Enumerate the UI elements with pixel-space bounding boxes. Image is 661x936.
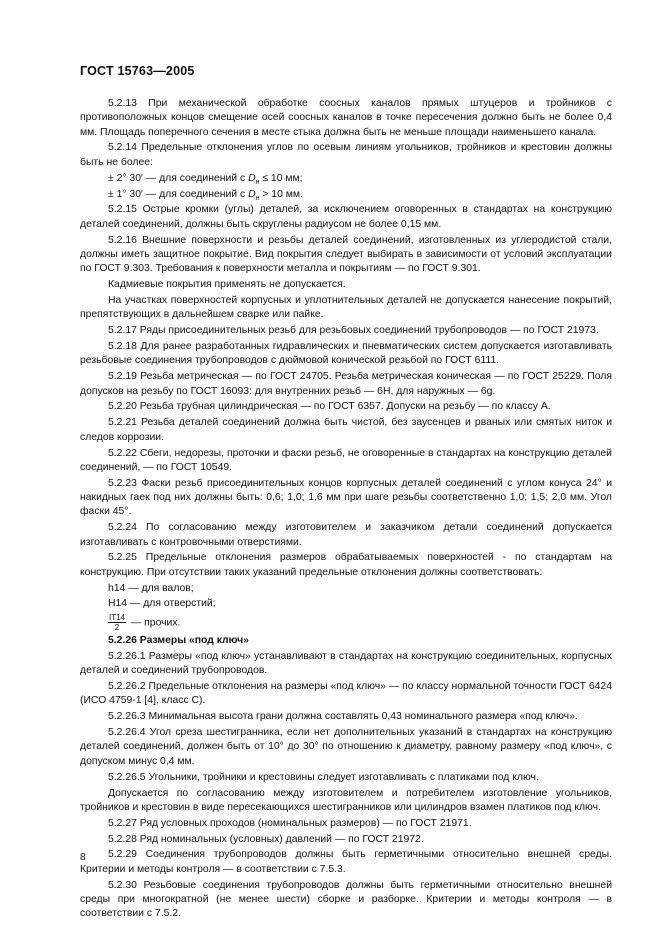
paragraph-5-2-15: 5.2.15 Острые кромки (углы) деталей, за исключением оговоренных в стандартах на конструкцию деталей соединений, должны быть скруглены радиусом не более 0,15 мм.	[80, 204, 612, 230]
page-number: 8	[80, 851, 86, 863]
paragraph-5-2-16: 5.2.16 Внешние поверхности и резьбы деталей соединений, изготовленных из углеродистой стали, должны иметь защитное покрытие. Вид покрытия следует выбирать в зависимости от условий эксплуатации по ГОСТ 9.303. Требования к поверхности металла и покрытиям — по ГОСТ 9.301.	[80, 234, 612, 275]
paragraph-5-2-27: 5.2.27 Ряд условных проходов (номинальных размеров) — по ГОСТ 21971.	[108, 817, 472, 829]
tolerance-item-shafts: h14 — для валов;	[108, 582, 194, 594]
paragraph-5-2-25: 5.2.25 Предельные отклонения размеров обрабатываемых поверхностей - по стандартам на конструкцию. При отсутствии таких указаний предельные отклонения должны соответствовать:	[80, 552, 612, 578]
paragraph-5-2-26-4: 5.2.26.4 Угол среза шестигранника, если нет дополнительных указаний в стандартах на конструкцию деталей соединений, должен быть от 10° до 30° по отношению к диаметру, равному размеру «под ключ», с допуском минус 0,4 мм.	[80, 727, 612, 767]
paragraph-5-2-26-5: 5.2.26.5 Угольники, тройники и крестовины следует изготавливать с платиками под ключ.	[108, 771, 539, 783]
section-heading-5-2-26: 5.2.26 Размеры «под ключ»	[108, 634, 249, 646]
paragraph-5-2-26-2: 5.2.26.2 Предельные отклонения на размеры «под ключ» — по классу нормальной точности ГОСТ 6424 (ИСО 4759-1 [4], класс С).	[80, 681, 612, 707]
paragraph-5-2-30: 5.2.30 Резьбовые соединения трубопроводов должны быть герметичными относительно внешней среды при многократной (не менее шести) сборке и разборке. Критерии и методы контроля — в соответствии с 7.5.2.	[80, 879, 612, 920]
paragraph-5-2-21: 5.2.21 Резьба деталей соединений должна быть чистой, без заусенцев и рваных или смятых ниток и следов коррозии.	[80, 417, 612, 443]
paragraph-5-2-24: 5.2.24 По согласованию между изготовителем и заказчиком детали соединений допускается изготавливать с контровочными отверстиями.	[80, 522, 612, 548]
fraction-it14: $\frac{IT14}{2}$	[109, 613, 126, 633]
angle-tolerance-item: ± 1° 30′ — для соединений с $D_н > 10$ мм.	[108, 188, 303, 202]
paragraph-5-2-29: 5.2.29 Соединения трубопроводов должны быть герметичными относительно внешней среды. Критерии и методы контроля — в соответствии с 7.5.3.	[80, 849, 612, 875]
paragraph-permission: Допускается по согласованию между изготовителем и потребителем изготовление угольников, тройников и крестовин в виде пересекающихся шестигранников или цилиндров взамен платиков под ключ.	[80, 787, 612, 813]
tolerance-item-other: $\frac{IT14}{2}$ — прочих.	[109, 613, 181, 633]
tolerance-item-holes: H14 — для отверстий;	[108, 598, 216, 610]
paragraph-5-2-28: 5.2.28 Ряд номинальных (условных) давлений — по ГОСТ 21972.	[108, 833, 424, 845]
paragraph-cadmium: Кадмиевые покрытия применять не допускается.	[108, 279, 346, 291]
paragraph-5-2-17: 5.2.17 Ряды присоединительных резьб для резьбовых соединений трубопроводов — по ГОСТ 21973.	[108, 325, 599, 337]
paragraph-coating-areas: На участках поверхностей корпусных и уплотнительных деталей не допускается нанесение покрытий, препятствующих в дальнейшем сварке или пайке.	[80, 295, 612, 321]
document-header: ГОСТ 15763—2005	[80, 64, 195, 78]
paragraph-5-2-26-1: 5.2.26.1 Размеры «под ключ» устанавливают в стандартах на конструкцию соединительных, корпусных деталей и соединений трубопроводов.	[80, 650, 612, 677]
paragraph-5-2-19: 5.2.19 Резьба метрическая — по ГОСТ 24705. Резьба метрическая коническая — по ГОСТ 25229. Поля допусков на резьбу по ГОСТ 16093: для внутренних резьб — 6Н, для наружных — 6g.	[80, 371, 612, 397]
paragraph-5-2-20: 5.2.20 Резьба трубная цилиндрическая — по ГОСТ 6357. Допуски на резьбу — по классу А.	[108, 401, 551, 413]
document-body	[80, 97, 612, 923]
paragraph-5-2-23: 5.2.23 Фаски резьб присоединительных концов корпусных деталей соединений с углом конуса 24° и накидных гаек под них должны быть: 0,6; 1,0; 1,6 мм при шаге резьбы соответственно 1,0; 1,5; 2,0 мм. Угол фаски 45°.	[80, 477, 612, 518]
paragraph-5-2-22: 5.2.22 Сбеги, недорезы, проточки и фаски резьб, не оговоренные в стандартах на конструкцию деталей соединений, — по ГОСТ 10549.	[80, 447, 612, 473]
angle-tolerance-item: ± 2° 30′ — для соединений с $D_н \le 10$ мм;	[108, 172, 303, 186]
paragraph-5-2-13: 5.2.13 При механической обработке соосных каналов прямых штуцеров и тройников с противоположных концов смещение осей соосных каналов в точке пересечения должно быть не более 0,4 мм. Площадь поперечного сечения в месте стыка должна быть не меньше площади наименьшего канала.	[80, 98, 612, 138]
paragraph-5-2-26-3: 5.2.26.3 Минимальная высота грани должна составлять 0,43 номинального размера «под ключ».	[108, 711, 578, 723]
paragraph-5-2-14: 5.2.14 Предельные отклонения углов по осевым линиям угольников, тройников и крестовин должны быть не более:	[80, 142, 612, 168]
paragraph-5-2-18: 5.2.18 Для ранее разработанных гидравлических и пневматических систем допускается изготавливать резьбовые соединения трубопроводов с дюймовой конической резьбой по ГОСТ 6111.	[80, 341, 612, 367]
